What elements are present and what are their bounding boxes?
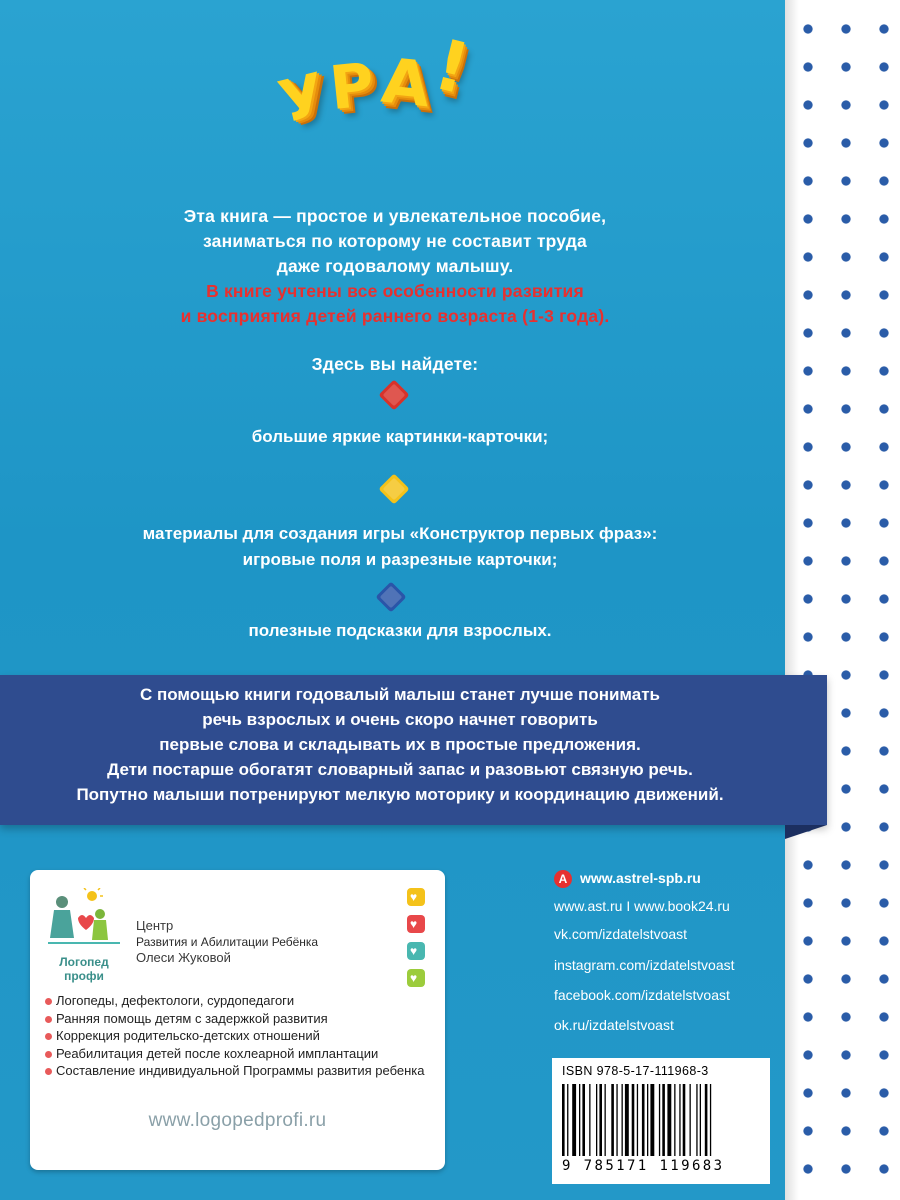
banner-line: С помощью книги годовалый малыш станет лучше понимать xyxy=(139,685,661,704)
center-name xyxy=(136,918,318,966)
feature-2 xyxy=(60,521,740,573)
barcode-bar xyxy=(596,1084,597,1156)
barcode-bar xyxy=(662,1084,665,1156)
intro-line: Эта книга — простое и увлекательное пособие, xyxy=(183,206,607,226)
barcode-bar xyxy=(696,1084,697,1156)
feature-3 xyxy=(60,618,740,644)
vk-link[interactable]: vk.com/izdatelstvoast xyxy=(554,926,688,942)
intro-red-line: и восприятия детей раннего возраста (1-3 года). xyxy=(180,306,610,326)
barcode-bar xyxy=(690,1084,691,1156)
barcode-bar xyxy=(705,1084,708,1156)
logo-letter-u: У xyxy=(272,59,333,137)
barcode-bar xyxy=(567,1084,568,1156)
barcode-bar xyxy=(647,1084,648,1156)
list-item: Составление индивидуальной Программы развития ребенка xyxy=(44,1062,436,1080)
logo-text-logoped: Логопед xyxy=(59,955,109,969)
intro-red-line: В книге учтены все особенности развития xyxy=(206,281,584,301)
logo-letter-r: Р xyxy=(326,49,378,125)
ok-link[interactable]: ok.ru/izdatelstvoast xyxy=(554,1017,674,1033)
barcode-bar xyxy=(642,1084,645,1156)
banner-line: Дети постарше обогатят словарный запас и разовьют связную речь. xyxy=(107,760,693,779)
barcode-bar xyxy=(599,1084,602,1156)
barcode-bar xyxy=(700,1084,701,1156)
barcode-bar xyxy=(572,1084,576,1156)
banner-fold xyxy=(785,825,827,839)
feature-line: полезные подсказки для взрослых. xyxy=(248,621,552,640)
barcode-bar xyxy=(562,1084,565,1156)
feature-line: материалы для создания игры «Конструктор первых фраз»: xyxy=(142,524,658,543)
feature-line: игровые поля и разрезные карточки; xyxy=(242,550,558,569)
list-item: Логопеды, дефектологи, сурдопедагоги xyxy=(44,992,436,1010)
logo-letter-a: А xyxy=(378,43,434,122)
list-item: Реабилитация детей после кохлеарной имплантации xyxy=(44,1045,436,1063)
barcode-bar xyxy=(710,1084,711,1156)
heart-icon xyxy=(407,888,425,906)
family-icon xyxy=(48,888,120,948)
heart-icon xyxy=(407,942,425,960)
barcode-bar xyxy=(637,1084,638,1156)
feature-line: большие яркие картинки-карточки; xyxy=(251,427,549,446)
list-item: Коррекция родительско-детских отношений xyxy=(44,1027,436,1045)
barcode-bar xyxy=(683,1084,686,1156)
heart-icon xyxy=(407,915,425,933)
barcode-bar xyxy=(582,1084,585,1156)
center-line: Развития и Абилитации Ребёнка xyxy=(136,935,319,949)
barcode xyxy=(562,1084,760,1156)
astrel-logo-icon: А xyxy=(554,870,572,888)
barcode-bar xyxy=(674,1084,675,1156)
barcode-bar xyxy=(616,1084,617,1156)
barcode-bar xyxy=(667,1084,671,1156)
instagram-link[interactable]: instagram.com/izdatelstvoast xyxy=(554,957,735,973)
barcode-bar xyxy=(659,1084,660,1156)
barcode-bar xyxy=(611,1084,614,1156)
logoped-profi-logo xyxy=(48,888,120,983)
barcode-bar xyxy=(622,1084,623,1156)
isbn-label: ISBN 978-5-17-111968-3 xyxy=(562,1064,709,1078)
intro-line: даже годовалому малышу. xyxy=(276,256,514,276)
barcode-bar xyxy=(589,1084,590,1156)
barcode-bar xyxy=(625,1084,629,1156)
banner-text xyxy=(0,682,800,807)
isbn-digits: 9 785171 119683 xyxy=(562,1158,725,1174)
center-line: Центр xyxy=(136,918,174,933)
astrel-link-text: www.astrel-spb.ru xyxy=(580,870,701,886)
ura-logo xyxy=(268,23,478,143)
banner-line: Попутно малыши потренируют мелкую моторику и координацию движений. xyxy=(76,785,724,804)
astrel-link[interactable] xyxy=(554,870,701,888)
barcode-bar xyxy=(679,1084,680,1156)
center-line: Олеси Жуковой xyxy=(136,950,231,965)
barcode-bar xyxy=(605,1084,606,1156)
heart-icon xyxy=(407,969,425,987)
barcode-bar xyxy=(650,1084,654,1156)
ast-book24-link[interactable]: www.ast.ru I www.book24.ru xyxy=(554,898,730,914)
services-list xyxy=(44,992,436,1080)
features-heading: Здесь вы найдете: xyxy=(311,354,479,374)
logo-text-profi: профи xyxy=(64,969,104,983)
banner-line: первые слова и складывать их в простые предложения. xyxy=(159,735,641,754)
logoped-profi-card xyxy=(30,870,445,1170)
intro-text xyxy=(95,204,695,329)
facebook-link[interactable]: facebook.com/izdatelstvoast xyxy=(554,987,730,1003)
spine-shadow xyxy=(785,0,799,1200)
list-item: Ранняя помощь детям с задержкой развития xyxy=(44,1010,436,1028)
polka-dot-spine xyxy=(785,0,900,1200)
heart-icons xyxy=(407,888,429,996)
barcode-bar xyxy=(579,1084,580,1156)
intro-line: заниматься по которому не составит труда xyxy=(202,231,587,251)
isbn-block xyxy=(552,1058,770,1184)
feature-1 xyxy=(60,424,740,450)
barcode-bar xyxy=(632,1084,635,1156)
logoped-url[interactable]: www.logopedprofi.ru xyxy=(148,1110,327,1131)
logo-letter-exclaim: ! xyxy=(426,23,478,111)
banner-line: речь взрослых и очень скоро начнет говорить xyxy=(202,710,598,729)
